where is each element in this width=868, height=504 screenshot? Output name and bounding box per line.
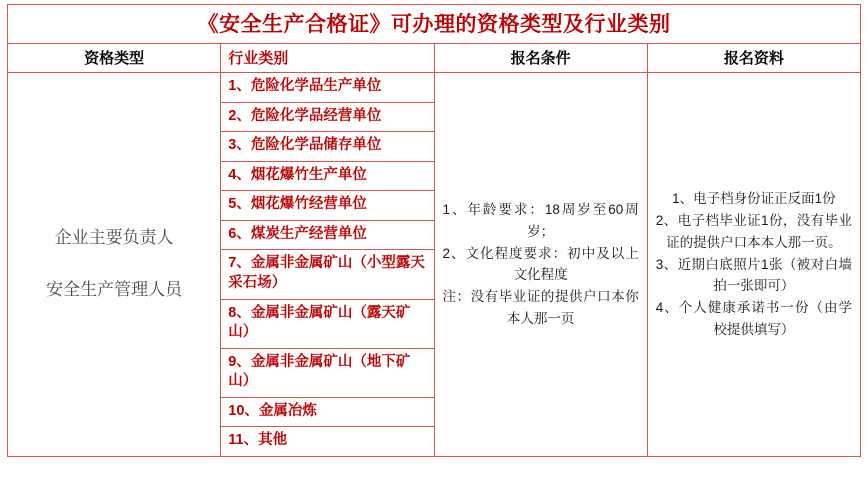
- column-header-industry: 行业类别: [221, 44, 434, 73]
- material-item: 4、个人健康承诺书一份（由学校提供填写）: [655, 300, 852, 338]
- material-item: 3、近期白底照片1张（被对白墙拍一张即可）: [655, 256, 852, 294]
- industry-item: 2、危险化学品经营单位: [221, 102, 433, 132]
- industry-item: 11、其他: [221, 427, 433, 456]
- table-title-row: [8, 5, 861, 44]
- list-item: [221, 427, 433, 456]
- industry-item: 7、金属非金属矿山（小型露天采石场）: [221, 250, 433, 299]
- table-header-row: [8, 44, 861, 73]
- registration-conditions-cell: [434, 73, 647, 457]
- column-header-conditions: 报名条件: [434, 44, 647, 73]
- qualification-table: [7, 4, 861, 457]
- industry-item: 9、金属非金属矿山（地下矿山）: [221, 348, 433, 397]
- material-item: 2、电子档毕业证1份，没有毕业证的提供户口本本人那一页。: [655, 212, 852, 250]
- industry-item: 10、金属冶炼: [221, 397, 433, 427]
- industry-item: 4、烟花爆竹生产单位: [221, 161, 433, 191]
- document-page: [0, 4, 868, 504]
- list-item: [221, 102, 433, 132]
- table-body-row: [8, 73, 861, 457]
- material-item: 1、电子档身份证正反面1份: [672, 190, 836, 206]
- condition-item: 注：没有毕业证的提供户口本你本人那一页: [442, 289, 639, 327]
- industry-list: [221, 73, 433, 456]
- condition-item: 1、年龄要求：18周岁至60周岁；: [442, 201, 639, 239]
- industry-item: 3、危险化学品储存单位: [221, 132, 433, 162]
- industry-categories-cell: [221, 73, 434, 457]
- list-item: [221, 348, 433, 397]
- list-item: [221, 397, 433, 427]
- document-title-cell: [8, 5, 861, 44]
- qualification-type-item: 企业主要负责人: [54, 228, 174, 248]
- registration-materials-cell: [647, 73, 860, 457]
- list-item: [221, 220, 433, 250]
- industry-item: 8、金属非金属矿山（露天矿山）: [221, 299, 433, 348]
- list-item: [221, 299, 433, 348]
- list-item: [221, 132, 433, 162]
- list-item: [221, 191, 433, 221]
- list-item: [221, 161, 433, 191]
- list-item: [221, 250, 433, 299]
- column-header-qualification: 资格类型: [8, 44, 221, 73]
- industry-item: 5、烟花爆竹经营单位: [221, 191, 433, 221]
- industry-item: 1、危险化学品生产单位: [221, 73, 433, 102]
- list-item: [221, 73, 433, 102]
- page-title: 《安全生产合格证》可办理的资格类型及行业类别: [197, 12, 671, 36]
- qualification-type-item: 安全生产管理人员: [46, 280, 183, 300]
- condition-item: 2、文化程度要求：初中及以上文化程度: [442, 245, 639, 283]
- column-header-materials: 报名资料: [647, 44, 860, 73]
- qualification-types-cell: [8, 73, 221, 457]
- industry-item: 6、煤炭生产经营单位: [221, 220, 433, 250]
